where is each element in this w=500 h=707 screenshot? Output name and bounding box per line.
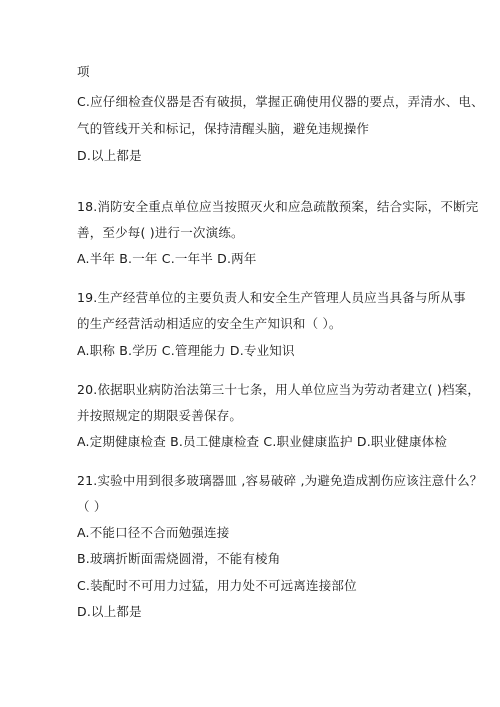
continuation-option-d: D.以上都是 [77, 148, 142, 163]
continuation-option-c-line-1: C.应仔细检查仪器是否有破损，掌握正确使用仪器的要点，弄清水、电、 [77, 94, 484, 109]
question-21-option-b: B.玻璃折断面需烧圆滑，不能有棱角 [77, 551, 281, 566]
continuation-option-c-line-2: 气的管线开关和标记，保持清醒头脑，避免违规操作 [77, 121, 370, 136]
continuation-line-1: 项 [77, 64, 90, 79]
question-21-stem-line-1: 21.实验中用到很多玻璃器皿 ,容易破碎 ,为避免造成割伤应该注意什么？ [77, 473, 483, 488]
question-21-stem-line-2: （ ） [77, 499, 107, 514]
question-20-options: A.定期健康检查 B.员工健康检查 C.职业健康监护 D.职业健康体检 [77, 434, 448, 449]
question-18-stem-line-2: 善，至少每( )进行一次演练。 [77, 225, 244, 240]
question-18-stem-line-1: 18.消防安全重点单位应当按照灭火和应急疏散预案，结合实际，不断完 [77, 199, 479, 214]
question-20-stem-line-1: 20.依据职业病防治法第三十七条，用人单位应当为劳动者建立( )档案， [77, 382, 481, 397]
question-19-stem-line-2: 的生产经营活动相适应的安全生产知识和（ ）。 [77, 316, 342, 331]
question-21-option-d: D.以上都是 [77, 604, 142, 619]
question-19-options: A.职称 B.学历 C.管理能力 D.专业知识 [77, 343, 295, 358]
question-19-stem-line-1: 19.生产经营单位的主要负责人和安全生产管理人员应当具备与所从事 [77, 290, 466, 305]
question-20-stem-line-2: 并按照规定的期限妥善保存。 [77, 408, 243, 423]
question-21-option-a: A.不能口径不合而勉强连接 [77, 525, 230, 540]
question-18-options: A.半年 B.一年 C.一年半 D.两年 [77, 251, 257, 266]
question-21-option-c: C.装配时不可用力过猛，用力处不可远离连接部位 [77, 578, 357, 593]
